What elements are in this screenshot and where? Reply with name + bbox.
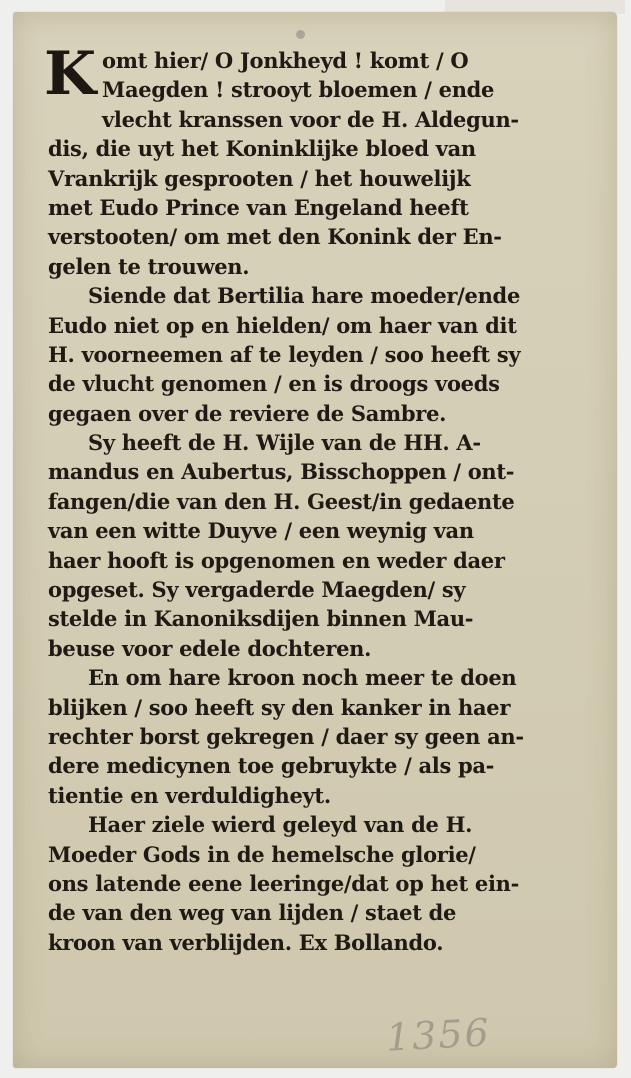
text-line-28: Moeder Gods in de hemelsche glorie/ xyxy=(48,841,476,867)
text-line-10: Eudo niet op en hielden/ om haer van dit xyxy=(48,312,517,338)
text-line-17: van een witte Duyve / een weynig van xyxy=(48,518,474,544)
text-line-19: opgeset. Sy vergaderde Maegden/ sy xyxy=(48,577,466,603)
text-line-22: En om hare kroon noch meer te doen xyxy=(88,665,517,691)
text-line-18: haer hooft is opgenomen en weder daer xyxy=(48,547,505,573)
text-line-7: verstooten/ om met den Konink der En- xyxy=(48,224,502,250)
text-line-5: Vrankrijk gesprooten / het houwelijk xyxy=(48,165,471,191)
pin-hole xyxy=(296,30,305,39)
text-line-3: vlecht kranssen voor de H. Aldegun- xyxy=(102,106,519,132)
text-line-26: tientie en verduldigheyt. xyxy=(48,782,331,808)
text-line-12: de vlucht genomen / en is droogs voeds xyxy=(48,371,500,397)
text-line-24: rechter borst gekregen / daer sy geen an- xyxy=(48,723,524,749)
text-line-2: Maegden ! strooyt bloemen / ende xyxy=(102,77,495,103)
text-line-16: fangen/die van den H. Geest/in gedaente xyxy=(48,488,515,514)
handwritten-number: 1356 xyxy=(384,1010,492,1060)
text-line-9: Siende dat Bertilia hare moeder/ende xyxy=(88,283,521,309)
text-line-1: K omt hier/ O Jonkheyd ! komt / O xyxy=(44,39,469,109)
text-line-20: stelde in Kanoniksdijen binnen Mau- xyxy=(48,606,474,632)
text-line-25: dere medicynen toe gebruykte / als pa- xyxy=(48,753,495,779)
text-line-15: mandus en Aubertus, Bisschoppen / ont- xyxy=(48,459,515,485)
text-line-13: gegaen over de reviere de Sambre. xyxy=(48,400,447,426)
devotional-text xyxy=(44,39,596,957)
text-line-4: dis, die uyt het Koninklijke bloed van xyxy=(48,136,476,162)
text-line-11: H. voorneemen af te leyden / soo heeft sy xyxy=(48,341,521,367)
drop-cap: K xyxy=(44,39,96,109)
text-line-8: gelen te trouwen. xyxy=(48,253,250,279)
text-line-14: Sy heeft de H. Wijle van de HH. A- xyxy=(88,430,481,456)
text-line-30: de van den weg van lijden / staet de xyxy=(48,900,457,926)
text-line-29: ons latende eene leeringe/dat op het ein- xyxy=(48,870,520,896)
text-line-27: Haer ziele wierd geleyd van de H. xyxy=(88,812,473,838)
text-line-21: beuse voor edele dochteren. xyxy=(48,635,372,661)
text-line-23: blijken / soo heeft sy den kanker in haer xyxy=(48,694,511,720)
text-line-6: met Eudo Prince van Engeland heeft xyxy=(48,194,469,220)
text-line-31: kroon van verblijden. Ex Bollando. xyxy=(48,929,444,955)
